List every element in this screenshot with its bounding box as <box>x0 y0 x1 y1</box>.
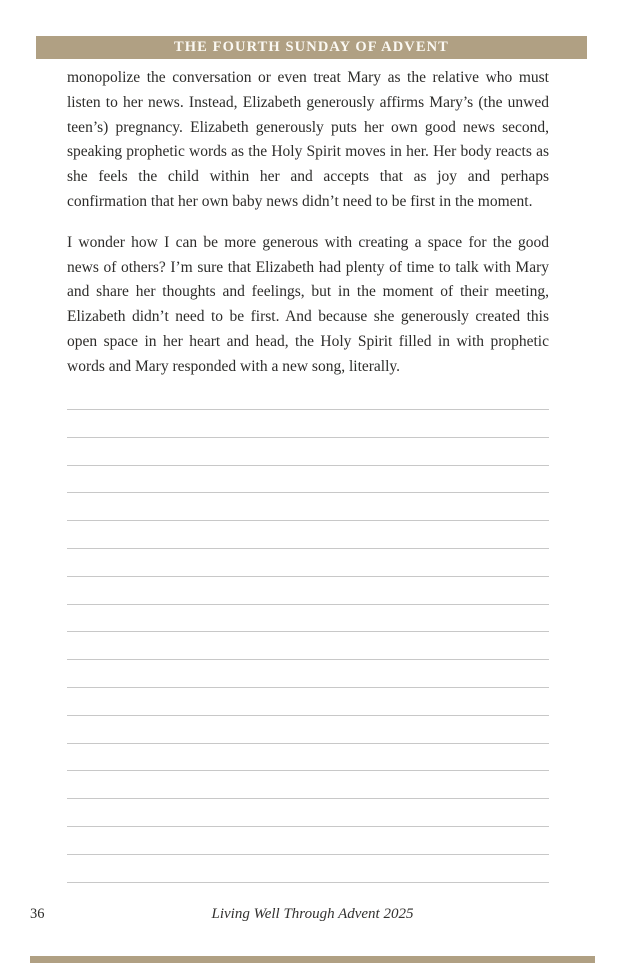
journal-lines <box>67 409 549 909</box>
body-text <box>67 66 549 380</box>
journal-rule-line <box>67 409 549 437</box>
paragraph-1: monopolize the conversation or even treat Mary as the relative who must listen to her news. Instead, Elizabeth generously affirms Mary’s (the unwed teen’s) pregnancy. Elizabeth generously puts her own good news second, speaking prophetic words as the Holy Spirit moves in her. Her body reacts as she feels the child within her and accepts that as joy and perhaps confirmation that her own baby news didn’t need to be first in the moment. <box>67 69 549 210</box>
page-number: 36 <box>30 906 45 922</box>
bottom-accent-bar <box>30 956 595 963</box>
journal-rule-line <box>67 798 549 826</box>
journal-rule-line <box>67 520 549 548</box>
journal-rule-line <box>67 604 549 632</box>
journal-rule-line <box>67 631 549 659</box>
journal-rule-line <box>67 465 549 493</box>
journal-rule-line <box>67 770 549 798</box>
journal-rule-line <box>67 715 549 743</box>
journal-rule-line <box>67 576 549 604</box>
journal-rule-line <box>67 826 549 854</box>
paragraph-2: I wonder how I can be more generous with creating a space for the good news of others? I’m sure that Elizabeth had plenty of time to talk with Mary and share her thoughts and feelings, but in the moment of their meeting, Elizabeth didn’t need to be first. And because she generously created this open space in her heart and head, the Holy Spirit filled in with prophetic words and Mary responded with a new song, literally. <box>67 233 549 375</box>
section-header-banner <box>36 36 587 59</box>
journal-rule-line <box>67 492 549 520</box>
journal-rule-line <box>67 659 549 687</box>
journal-rule-line <box>67 854 549 882</box>
journal-rule-line <box>67 548 549 576</box>
book-title: Living Well Through Advent 2025 <box>211 906 414 922</box>
journal-rule-line <box>67 743 549 771</box>
page-footer <box>0 906 625 928</box>
journal-rule-line <box>67 687 549 715</box>
journal-rule-line <box>67 437 549 465</box>
section-title: THE FOURTH SUNDAY OF ADVENT <box>174 39 449 55</box>
